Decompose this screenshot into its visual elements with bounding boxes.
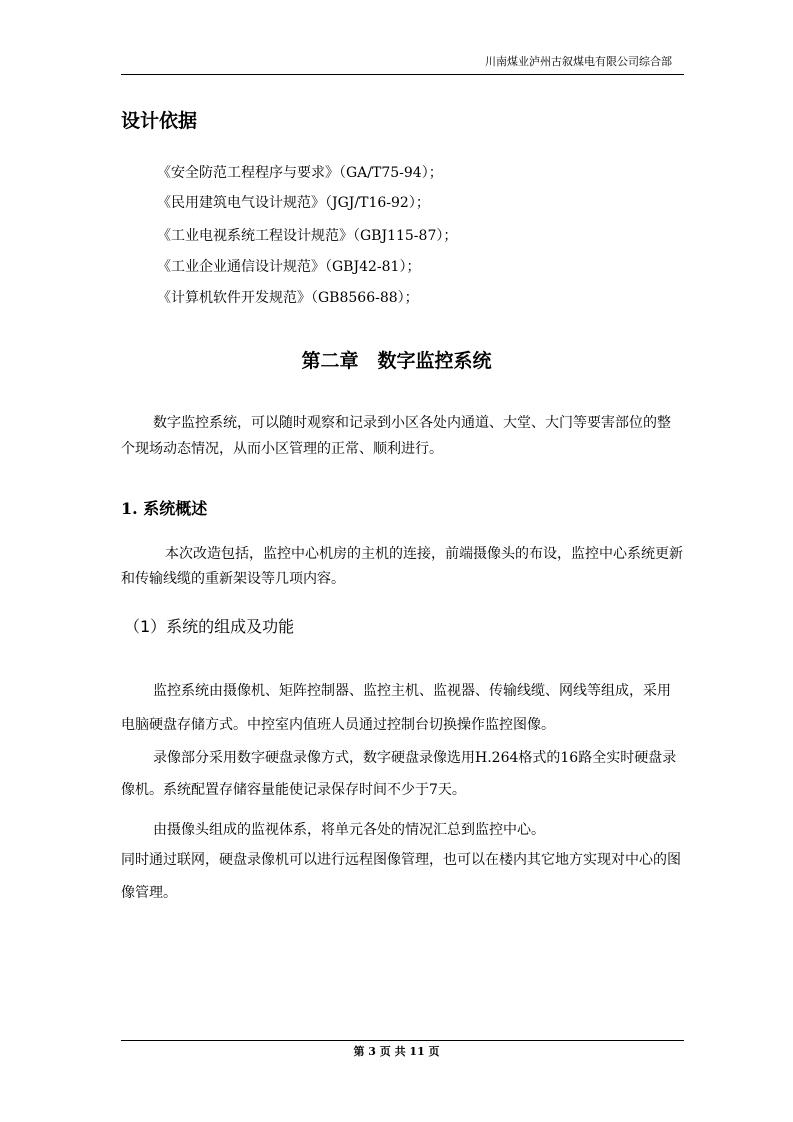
- subsection-heading: （1）系统的组成及功能: [124, 617, 295, 636]
- body-paragraph: 同时通过联网，硬盘录像机可以进行远程图像管理，也可以在楼内其它地方实现对中心的图像管理。: [121, 852, 681, 901]
- reference-item: 《计算机软件开发规范》（GB8566-88）；: [157, 290, 419, 306]
- body-paragraph: 监控系统由摄像机、矩阵控制器、监控主机、监视器、传输线缆、网线等组成，采用电脑硬盘存储方式。中控室内值班人员通过控制台切换操作监控图像。: [121, 683, 671, 733]
- footer-divider: [121, 1040, 684, 1041]
- section-overview-heading: 1. 系统概述: [121, 499, 208, 518]
- reference-item: 《安全防范工程程序与要求》（GA/T75-94）；: [157, 165, 443, 181]
- body-paragraph: 由摄像头组成的监视体系，将单元各处的情况汇总到监控中心。: [153, 822, 545, 838]
- reference-item: 《民用建筑电气设计规范》（JGJ/T16-92）；: [157, 195, 430, 211]
- chapter-title: 第二章 数字监控系统: [301, 350, 492, 372]
- page-header-company: 川南煤业泸州古叙煤电有限公司综合部: [485, 55, 672, 68]
- header-divider: [121, 74, 684, 75]
- page-number: 第 3 页 共 11 页: [353, 1045, 440, 1058]
- body-paragraph: 录像部分采用数字硬盘录像方式，数字硬盘录像选用H.264格式的16路全实时硬盘录像机。系统配置存储容量能使记录保存时间不少于7天。: [121, 750, 677, 798]
- design-basis-heading: 设计依据: [121, 110, 198, 132]
- reference-item: 《工业电视系统工程设计规范》（GBJ115-87）；: [157, 228, 458, 244]
- reference-item: 《工业企业通信设计规范》（GBJ42-81）；: [157, 259, 421, 275]
- section-overview-paragraph: 本次改造包括，监控中心机房的主机的连接，前端摄像头的布设，监控中心系统更新和传输线缆的重新架设等几项内容。: [121, 546, 683, 587]
- chapter-intro-paragraph: 数字监控系统，可以随时观察和记录到小区各处内通道、大堂、大门等要害部位的整个现场动态情况，从而小区管理的正常、顺利进行。: [121, 415, 671, 457]
